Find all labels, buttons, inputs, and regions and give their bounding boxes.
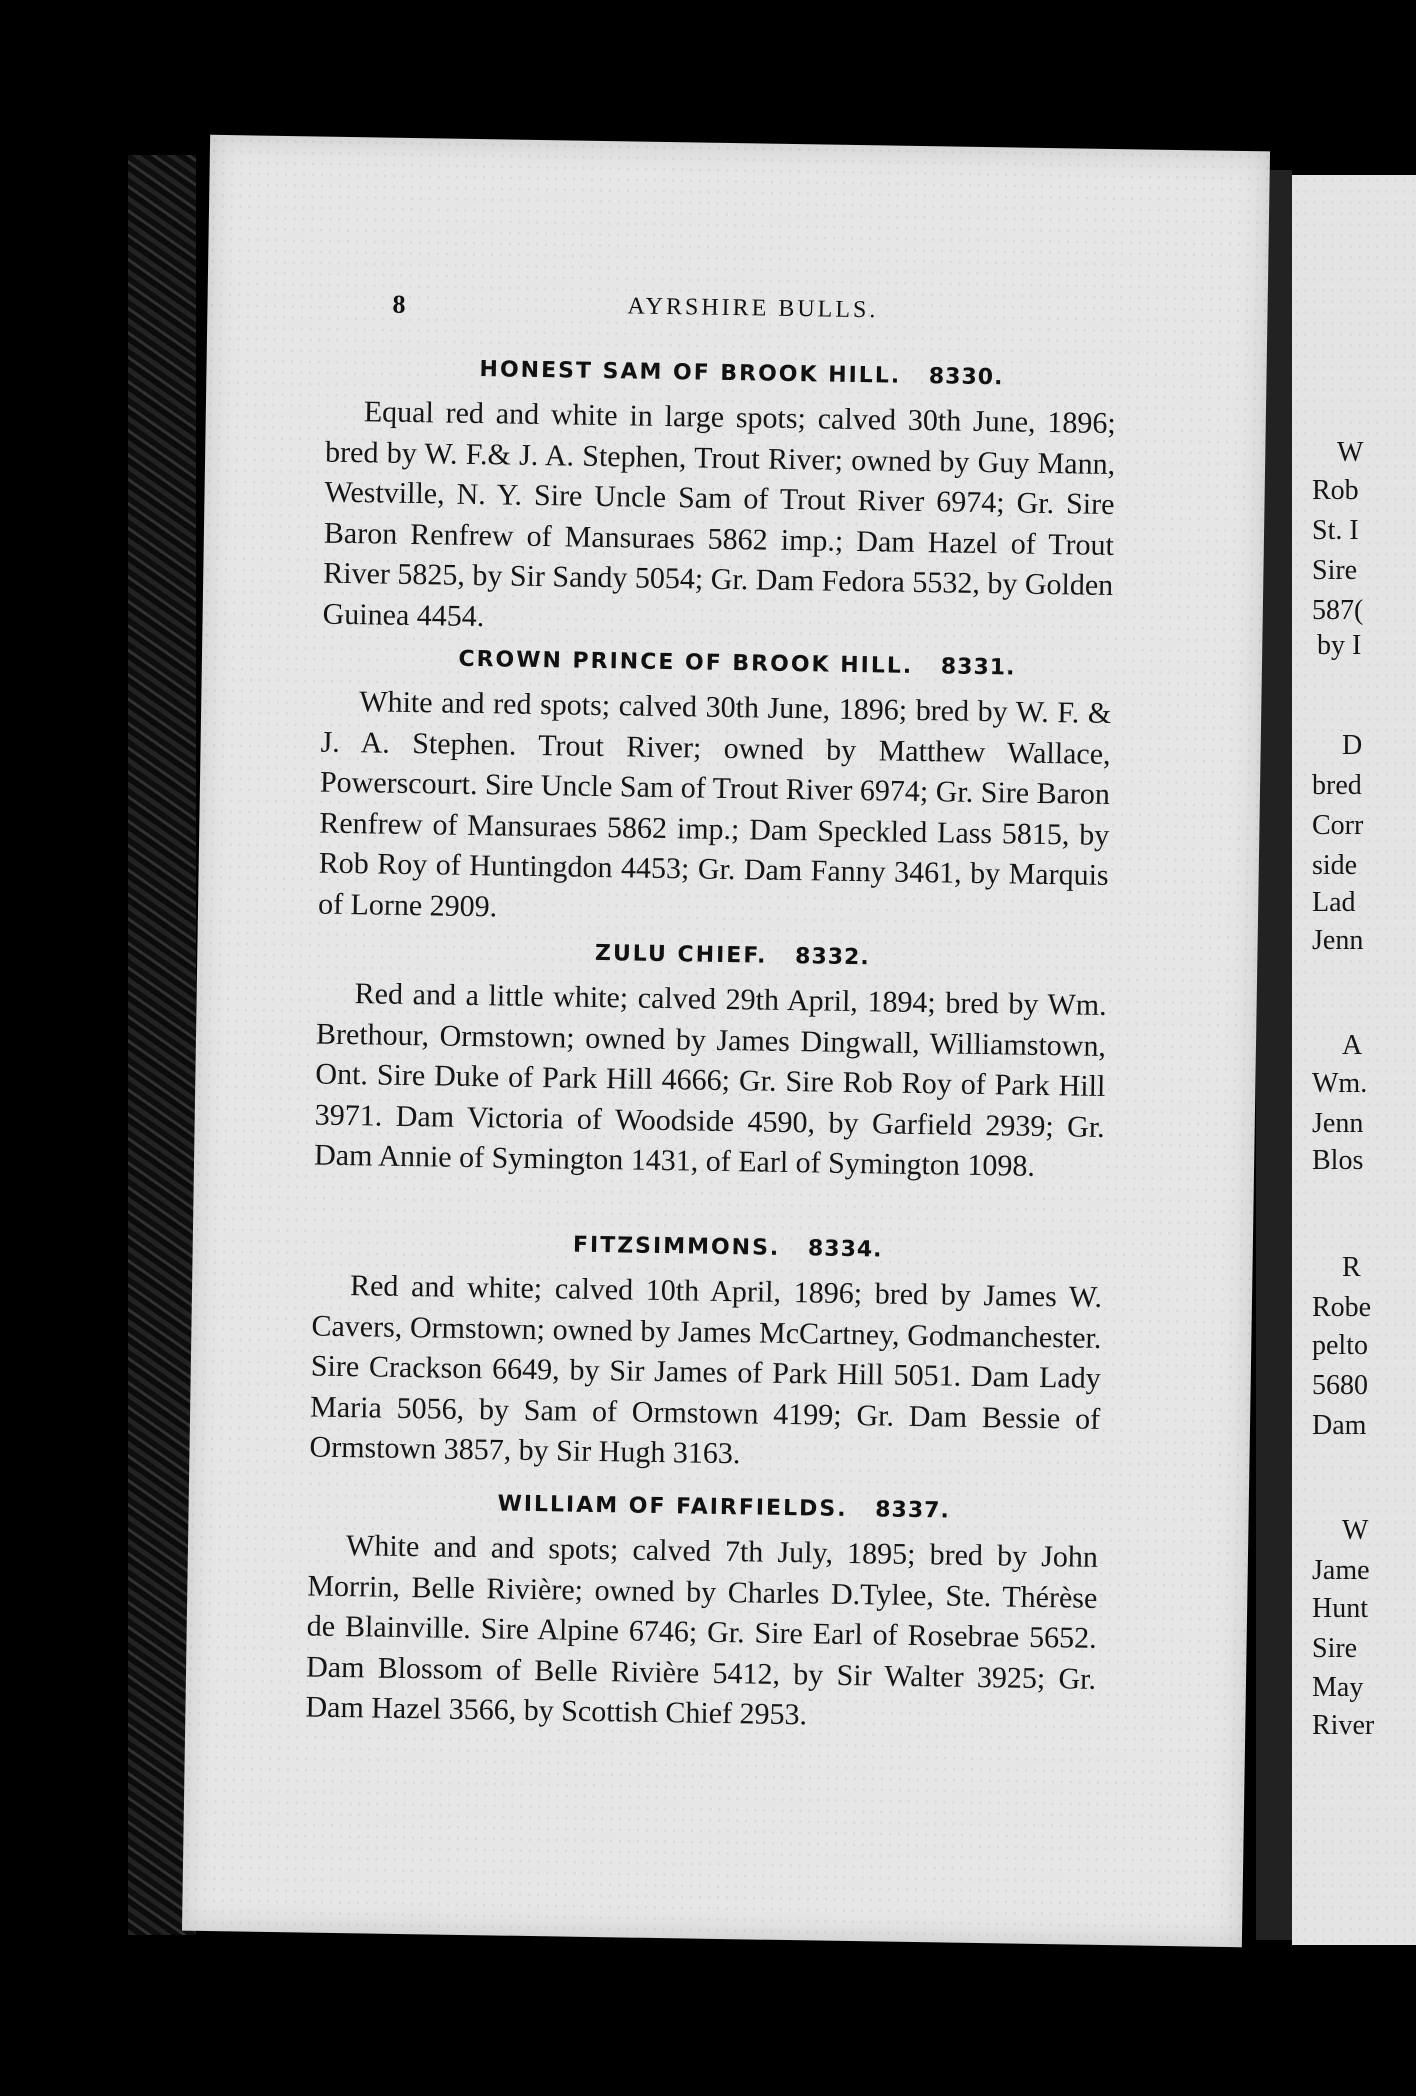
facing-page-fragment: by I bbox=[1317, 630, 1362, 661]
entry-william-of-fairfields bbox=[305, 1489, 1099, 1741]
entry-crown-prince bbox=[318, 645, 1112, 937]
entry-name: FITZSIMMONS. bbox=[572, 1232, 781, 1261]
facing-page-fragment: W bbox=[1342, 1515, 1369, 1546]
entry-number: 8337. bbox=[875, 1497, 950, 1524]
facing-page-fragment: Wm. bbox=[1312, 1068, 1368, 1099]
facing-page-fragment: Corr bbox=[1312, 810, 1364, 841]
entry-text: Red and white; calved 10th April, 1896; bred by James W. Cavers, Ormstown; owned by James McCartney, Godmanchester. Sire Crackson 6649, by Sir James of Park Hill 5051. Dam Lady Maria 5056, by Sam of Ormstown 4199; Gr. Dam Bessie of Ormstown 3857, by Sir Hugh 3163. bbox=[309, 1269, 1103, 1471]
entry-title bbox=[362, 645, 1112, 682]
facing-page-fragment: A bbox=[1342, 1030, 1363, 1061]
facing-page-fragment: Blos bbox=[1312, 1145, 1364, 1176]
entry-number: 8331. bbox=[940, 654, 1016, 681]
entry-title bbox=[349, 1489, 1099, 1526]
entry-title bbox=[366, 355, 1116, 392]
facing-page-fragment: Hunt bbox=[1312, 1593, 1368, 1624]
facing-page-fragment: Dam bbox=[1312, 1410, 1367, 1441]
entry-title bbox=[357, 937, 1107, 974]
page-number: 8 bbox=[392, 289, 406, 319]
entry-text: White and and spots; calved 7th July, 1895; bred by John Morrin, Belle Rivière; owned by Charles D.Tylee, Ste. Thérèse de Blainville. Sire Alpine 6746; Gr. Sire Earl of Rosebrae 5652. Dam Blossom of Belle Rivière 5412, by Sir Walter 3925; Gr. Dam Hazel 3566, by Scottish Chief 2953. bbox=[305, 1529, 1099, 1732]
entry-name: HONEST SAM OF BROOK HILL. bbox=[479, 357, 902, 389]
entry-number: 8330. bbox=[928, 364, 1004, 391]
facing-page-fragment: Sire bbox=[1312, 555, 1358, 586]
entry-zulu-chief bbox=[314, 937, 1108, 1189]
facing-page-fragment: D bbox=[1342, 730, 1363, 761]
facing-page-fragment: St. I bbox=[1312, 515, 1359, 546]
entry-name: WILLIAM OF FAIRFIELDS. bbox=[497, 1491, 848, 1522]
facing-page-fragment: 587( bbox=[1312, 595, 1364, 626]
facing-page-fragment: bred bbox=[1312, 770, 1362, 801]
entry-fitzsimmons bbox=[309, 1229, 1103, 1481]
entry-number: 8332. bbox=[794, 944, 870, 971]
running-head: AYRSHIRE BULLS. bbox=[627, 293, 879, 324]
facing-page bbox=[1292, 175, 1416, 1945]
entry-name: CROWN PRINCE OF BROOK HILL. bbox=[458, 646, 914, 679]
facing-page-fragment: Robe bbox=[1312, 1292, 1372, 1323]
facing-page-fragment: Jenn bbox=[1312, 925, 1364, 956]
facing-page-fragment: R bbox=[1342, 1252, 1361, 1283]
facing-page-fragment: Rob bbox=[1312, 475, 1359, 506]
entry-text: White and red spots; calved 30th June, 1896; bred by W. F. & J. A. Stephen. Trout River; owned by Matthew Wallace, Powerscourt. Sire Uncle Sam of Trout River 6974; Gr. Sire Baron Renfrew of Mansuraes 5862 imp.; Dam Speckled Lass 5815, by Rob Roy of Huntingdon 4453; Gr. Dam Fanny 3461, by Marquis of Lorne 2909. bbox=[317, 685, 1112, 923]
entry-honest-sam bbox=[322, 355, 1116, 647]
entry-text: Equal red and white in large spots; calved 30th June, 1896; bred by W. F.& J. A. Stephen, Trout River; owned by Guy Mann, Westville, N. Y. Sire Uncle Sam of Trout River 6974; Gr. Sire Baron Renfrew of Mansuraes 5862 imp.; Dam Hazel of Trout River 5825, by Sir Sandy 5054; Gr. Dam Fedora 5532, by Golden Guinea 4454. bbox=[322, 395, 1117, 633]
facing-page-fragment: Jame bbox=[1312, 1555, 1370, 1586]
entry-title bbox=[353, 1229, 1103, 1266]
facing-page-fragment: May bbox=[1312, 1672, 1364, 1703]
facing-page-fragment: 5680 bbox=[1312, 1370, 1368, 1401]
book-page bbox=[182, 135, 1270, 1947]
facing-page-fragment: W bbox=[1337, 437, 1364, 468]
facing-page-fragment: Lad bbox=[1312, 887, 1356, 918]
facing-page-fragment: Jenn bbox=[1312, 1108, 1364, 1139]
facing-page-fragment: River bbox=[1312, 1710, 1375, 1741]
facing-page-fragment: side bbox=[1312, 850, 1358, 881]
facing-page-fragment: Sire bbox=[1312, 1633, 1358, 1664]
facing-page-fragment: pelto bbox=[1312, 1330, 1368, 1361]
entry-text: Red and a little white; calved 29th April, 1894; bred by Wm. Brethour, Ormstown; owned by James Dingwall, Williamstown, Ont. Sire Duke of Park Hill 4666; Gr. Sire Rob Roy of Park Hill 3971. Dam Victoria of Woodside 4590, by Garfield 2939; Gr. Dam Annie of Symington 1431, of Earl of Symington 1098. bbox=[313, 977, 1107, 1183]
entry-number: 8334. bbox=[807, 1236, 883, 1263]
entry-name: ZULU CHIEF. bbox=[594, 940, 768, 969]
